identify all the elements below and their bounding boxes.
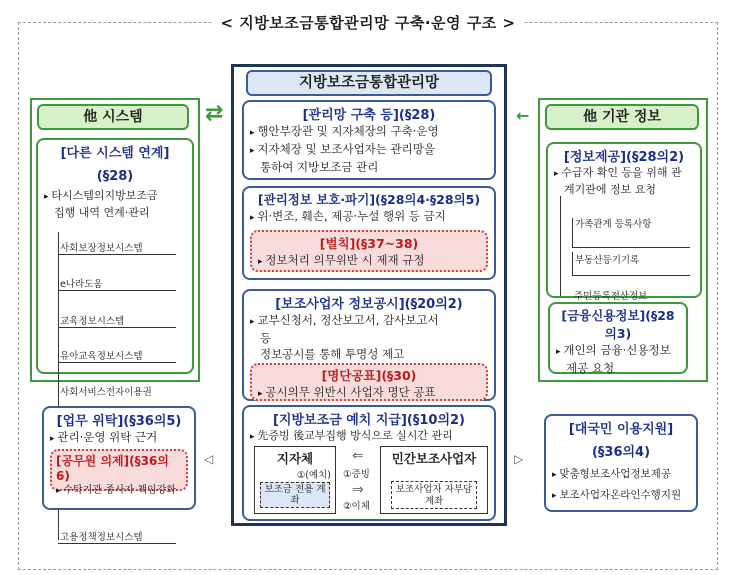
private-box bbox=[380, 446, 488, 514]
right-in-arrow-icon: ← bbox=[516, 106, 530, 125]
duty-line: ▸ 수탁기관 종사자 책임강화 bbox=[56, 483, 182, 499]
protect-line1: ▸ 위·변조, 훼손, 제공·누설 행위 등 금지 bbox=[250, 208, 488, 226]
provide-line1: ▸ 수급자 확인 등을 위해 관 bbox=[554, 165, 694, 182]
finance-line2: 제공 요청 bbox=[566, 361, 615, 375]
evidence-label: ①증빙 bbox=[343, 469, 370, 480]
private-label: 민간보조사업자 bbox=[391, 451, 477, 466]
disclose-line1: ▸ 교부신청서, 정산보고서, 감사보고서 bbox=[250, 312, 488, 330]
provide-line2: 계기관에 정보 요청 bbox=[564, 183, 657, 196]
link-law: (§28) bbox=[96, 169, 134, 184]
build-line3: 통하여 지방보조금 관리 bbox=[260, 160, 379, 174]
center-header: 지방보조금통합관리망 bbox=[246, 70, 492, 96]
protect-title: [관리정보 보호·파기](§28의4·§28의5) bbox=[257, 192, 481, 207]
provide-title: [정보제공](§28의2) bbox=[563, 150, 685, 165]
finance-box bbox=[548, 302, 688, 374]
duty-box bbox=[50, 449, 188, 496]
link-line2: 집행 내역 연계·관리 bbox=[54, 206, 150, 219]
build-line2: ▸ 지자체장 및 보조사업자는 관리망을 bbox=[250, 141, 488, 159]
support-line2: ▸ 보조사업자온라인수행지원 bbox=[552, 487, 690, 504]
system-item: 사회서비스전자이용권 bbox=[60, 387, 152, 398]
link-line1: ▸ 타시스템의지방보조금 bbox=[44, 188, 186, 205]
build-title: [관리망 구축 등](§28) bbox=[302, 108, 436, 123]
support-box bbox=[544, 414, 698, 512]
payment-line1: ▸ 先증빙 後교부집행 방식으로 실시간 관리 bbox=[250, 428, 488, 445]
penalty-title: [벌칙](§37~38) bbox=[319, 236, 419, 251]
system-item: 사회보장정보시스템 bbox=[58, 240, 176, 255]
name-publish-title: [명단공표](§30) bbox=[321, 368, 417, 383]
protect-box bbox=[242, 186, 496, 280]
link-box bbox=[36, 138, 194, 374]
right-header: 他 기관 정보 bbox=[545, 104, 699, 130]
arrow-right-icon: ⇒ bbox=[352, 482, 364, 498]
right-arrow-icon: ▷ bbox=[514, 452, 524, 466]
page-title: < 지방보조금통합관리망 구축·운영 구조 > bbox=[0, 12, 736, 33]
system-item: 교육정보시스템 bbox=[58, 313, 176, 328]
name-publish-box bbox=[250, 363, 488, 401]
local-gov-box bbox=[254, 446, 336, 514]
local-gov-label: 지자체 bbox=[276, 451, 314, 466]
disclose-title: [보조사업자 정보공시](§20의2) bbox=[275, 297, 463, 312]
link-title: [다른 시스템 연계] bbox=[60, 146, 170, 161]
support-title: [대국민 이용지원] bbox=[568, 422, 674, 437]
finance-title: [금융신용정보](§28의3) bbox=[561, 308, 675, 341]
name-publish-line: ▸ 공시의무 위반시 사업자 명단 공표 bbox=[258, 384, 480, 402]
entrust-box bbox=[42, 406, 196, 510]
record-item: 부동산등기기록 bbox=[572, 252, 690, 276]
left-arrow-icon: ◁ bbox=[204, 452, 214, 466]
build-line1: ▸ 행안부장관 및 지자체장의 구축·운영 bbox=[250, 123, 488, 141]
transfer-label: ②이체 bbox=[343, 501, 370, 512]
system-item: e나라도움 bbox=[58, 276, 176, 291]
disclose-box bbox=[242, 289, 496, 401]
record-item: 주민등록전산정보 bbox=[574, 291, 648, 302]
private-account-box: 보조사업자 자부담계좌 bbox=[391, 481, 477, 509]
local-account-box: 보조금 전용 계좌 bbox=[260, 482, 330, 508]
deposit-label: ①(예치) bbox=[296, 470, 331, 481]
penalty-box bbox=[250, 230, 488, 272]
entrust-line1: ▸ 관리·운영 위탁 근거 bbox=[50, 429, 188, 447]
system-item: 고용정책정보시스템 bbox=[58, 529, 176, 544]
support-law: (§36의4) bbox=[591, 445, 651, 460]
disclose-line3: 정보공시를 통해 투명성 제고 bbox=[260, 347, 405, 361]
disclose-line2: 등 bbox=[260, 331, 272, 345]
arrow-left-icon: ⇐ bbox=[352, 448, 364, 464]
records-tree-line bbox=[560, 196, 561, 296]
left-header: 他 시스템 bbox=[37, 104, 189, 130]
entrust-title: [업무 위탁](§36의5) bbox=[56, 414, 182, 429]
exchange-icon: ⇄ bbox=[205, 101, 224, 126]
support-line1: ▸ 맞춤형보조사업정보제공 bbox=[552, 466, 690, 483]
system-item: 유아교육정보시스템 bbox=[58, 348, 176, 363]
payment-title: [지방보조금 예치 지급](§10의2) bbox=[272, 413, 466, 428]
record-item: 가족관계 등록사항 bbox=[572, 218, 690, 248]
finance-line1: ▸ 개인의 금융·신용정보 bbox=[556, 342, 680, 360]
build-box bbox=[242, 100, 496, 180]
penalty-line: ▸ 정보처리 의무위반 시 제재 규정 bbox=[258, 252, 480, 270]
duty-title: [공무원 의제](§36의6) bbox=[56, 454, 169, 483]
